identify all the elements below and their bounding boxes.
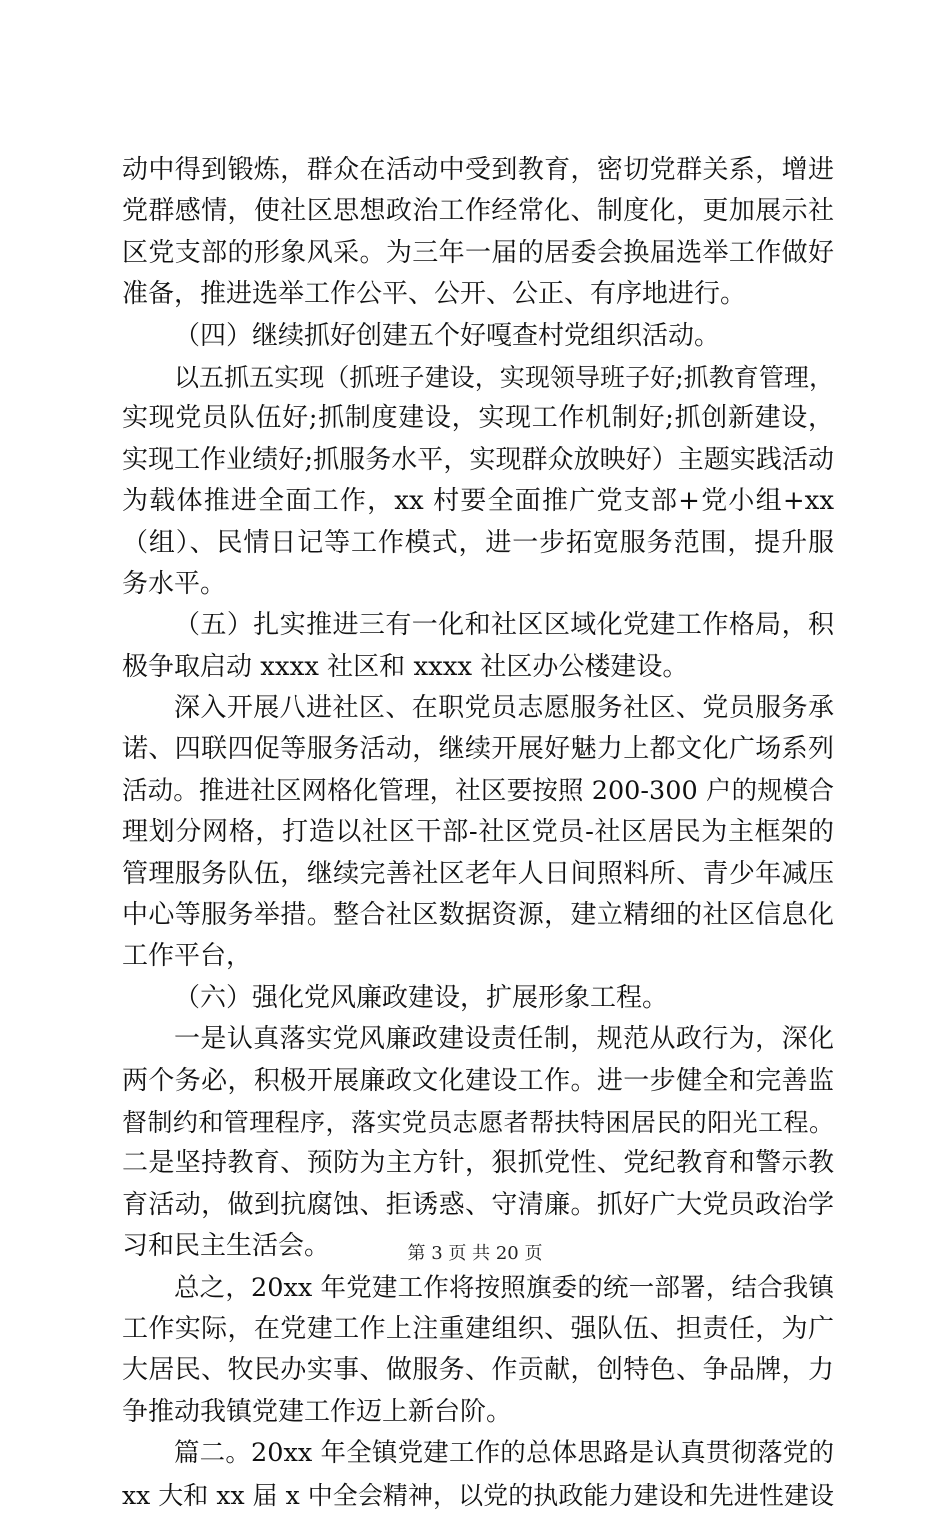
page-number-footer: 第 3 页 共 20 页	[407, 1243, 543, 1264]
section-heading: （六）强化党风廉政建设，扩展形象工程。	[174, 982, 669, 1013]
text-line: 大居民、牧民办实事、做服务、作贡献，创特色、争品牌，力	[122, 1355, 834, 1386]
text-line: 工作实际，在党建工作上注重建组织、强队伍、担责任，为广	[122, 1313, 834, 1344]
text-line: 两个务必，积极开展廉政文化建设工作。进一步健全和完善监	[122, 1065, 834, 1096]
text-line: 二是坚持教育、预防为主方针，狠抓党性、党纪教育和警示教	[122, 1148, 834, 1179]
text-line: 准备，推进选举工作公平、公开、公正、有序地进行。	[122, 279, 747, 310]
text-line: 管理服务队伍，继续完善社区老年人日间照料所、青少年减压	[122, 858, 834, 889]
text-line: 工作平台，	[122, 941, 253, 972]
text-line: 实现工作业绩好;抓服务水平，实现群众放映好）主题实践活动	[122, 444, 834, 475]
text-line: 育活动，做到抗腐蚀、拒诱惑、守清廉。抓好广大党员政治学	[122, 1189, 834, 1220]
text-line: 以五抓五实现（抓班子建设，实现领导班子好;抓教育管理，	[174, 362, 834, 392]
text-line: 督制约和管理程序，落实党员志愿者帮扶特困居民的阳光工程。	[122, 1107, 834, 1137]
text-line: 习和民主生活会。	[122, 1231, 331, 1262]
text-line: 区党支部的形象风采。为三年一届的居委会换届选举工作做好	[122, 237, 834, 268]
text-line: xx 大和 xx 届 x 中全会精神，以党的执政能力建设和先进性建设	[122, 1480, 834, 1510]
text-line: 极争取启动 xxxx 社区和 xxxx 社区办公楼建设。	[122, 651, 689, 682]
text-line: 党群感情，使社区思想政治工作经常化、制度化，更加展示社	[122, 196, 834, 227]
section-heading: （五）扎实推进三有一化和社区区域化党建工作格局，积	[174, 610, 834, 641]
text-line: 争推动我镇党建工作迈上新台阶。	[122, 1396, 513, 1427]
body-text	[122, 150, 834, 1516]
section-heading: （四）继续抓好创建五个好嘎查村党组织活动。	[174, 320, 721, 351]
text-line: 活动。推进社区网格化管理，社区要按照 200-300 户的规模合	[122, 775, 834, 806]
text-line: 理划分网格，打造以社区干部-社区党员-社区居民为主框架的	[122, 817, 834, 848]
text-line: 诺、四联四促等服务活动，继续开展好魅力上都文化广场系列	[122, 734, 834, 765]
text-line: 动中得到锻炼，群众在活动中受到教育，密切党群关系，增进	[122, 155, 834, 185]
text-line: 篇二。20xx 年全镇党建工作的总体思路是认真贯彻落党的	[174, 1438, 834, 1469]
text-line: 深入开展八进社区、在职党员志愿服务社区、党员服务承	[174, 693, 834, 724]
text-line: 中心等服务举措。整合社区数据资源，建立精细的社区信息化	[122, 900, 834, 931]
text-line: （组）、民情日记等工作模式，进一步拓宽服务范围，提升服	[122, 527, 834, 558]
text-line: 为载体推进全面工作，xx 村要全面推广党支部+党小组+xx	[122, 486, 834, 517]
text-line: 务水平。	[122, 568, 227, 599]
text-line: 总之，20xx 年党建工作将按照旗委的统一部署，结合我镇	[174, 1272, 834, 1303]
text-line: 一是认真落实党风廉政建设责任制，规范从政行为，深化	[174, 1024, 834, 1055]
text-line: 实现党员队伍好;抓制度建设，实现工作机制好;抓创新建设，	[122, 403, 834, 434]
